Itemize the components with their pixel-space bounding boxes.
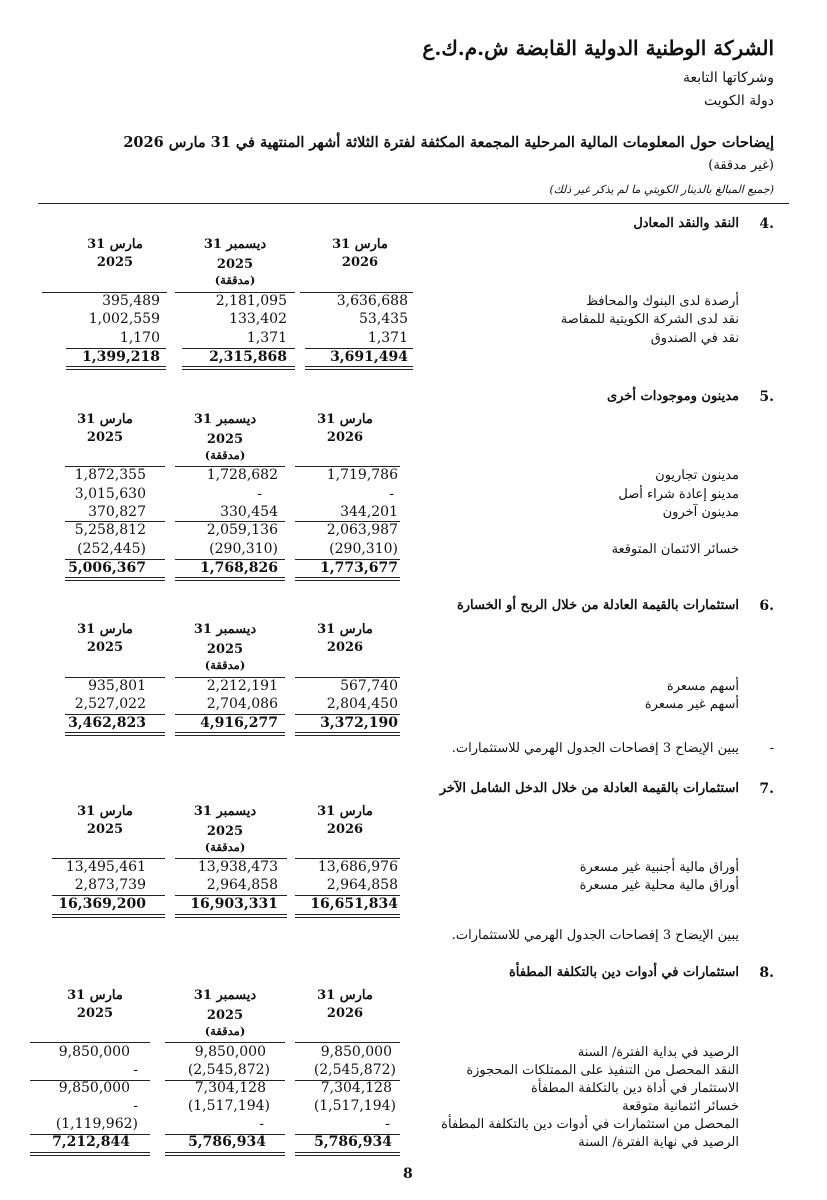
currency-note: (جميع المبالغ بالدينار الكويتي ما لم يذكر غير ذلك) [549,183,774,196]
cell-value: 1,719,786 [326,467,398,483]
header-rule [38,203,789,204]
cell-value: 3,015,630 [74,486,146,502]
column-header-line: 31 ديسمبر [193,988,257,1003]
cell-value: (1,517,194) [187,1098,270,1114]
cell-value: - [385,1116,390,1132]
cell-value: 133,402 [229,311,287,327]
hierarchy-note: يبين الإيضاح 3 إفصاحات الجدول الهرمي للاستثمارات. [451,928,739,943]
cell-value: 5,258,812 [74,522,146,538]
cell-value: (1,517,194) [313,1098,396,1114]
total-double-line [175,577,285,581]
audited-label: (مدققة) [204,448,246,462]
cell-value: 330,454 [220,504,278,520]
column-header-dec-2025 [165,411,285,462]
cell-value: (1,119,962) [55,1116,138,1132]
cell-value: 2,527,022 [74,696,146,712]
cell-value: (252,445) [77,541,146,557]
column-header-mar-2026 [285,621,405,657]
column-header-mar-2025 [45,621,165,657]
cell-value: 53,435 [359,311,408,327]
total-double-line [65,732,165,736]
total-double-line [165,1152,285,1156]
unaudited-label: (غير مدققة) [708,158,774,173]
total-value: 3,372,190 [320,715,398,731]
cell-value: 9,850,000 [58,1044,130,1060]
total-value: 5,786,934 [188,1134,266,1150]
column-header-line: 2025 [86,822,124,837]
row-label: النقد المحصل من التنفيذ على الممتلكات المحجوزة [466,1063,739,1078]
column-header-line: 31 مارس [317,804,373,819]
section-title: استثمارات بالقيمة العادلة من خلال الربح أو الخسارة [456,598,739,613]
company-name: الشركة الوطنية الدولية القابضة ش.م.ك.ع [422,36,774,60]
section-title: استثمارات بالقيمة العادلة من خلال الدخل الشامل الآخر [439,781,739,796]
column-header-mar-2026 [285,987,405,1023]
column-header-mar-2025 [45,803,165,839]
column-header-line: 31 ديسمبر [193,412,257,427]
cell-value: 2,212,191 [206,678,278,694]
page-number: 8 [403,1166,413,1182]
total-double-line [295,577,400,581]
section-number: 5. [759,389,774,405]
total-double-line [305,366,413,370]
row-label: أسهم غير مسعرة [644,697,739,712]
total-double-line [65,577,165,581]
cell-value: 2,063,987 [326,522,398,538]
cell-value: 9,850,000 [320,1044,392,1060]
total-value: 7,212,844 [52,1134,130,1150]
total-double-line [295,1152,400,1156]
column-header-line: 31 مارس [317,622,373,637]
cell-value: 13,686,976 [317,859,398,875]
row-label: الرصيد في نهاية الفترة/ السنة [578,1135,739,1150]
cell-value: 1,371 [246,330,287,346]
total-double-line [52,914,165,918]
cell-value: 2,804,450 [326,696,398,712]
column-header-mar-2025 [45,411,165,447]
row-label: خسائر ائتمانية متوقعة [622,1099,739,1114]
column-header-mar-2025 [35,987,155,1023]
column-header-line: 2025 [86,430,124,445]
total-value: 16,903,331 [190,896,278,912]
row-label: مدينون آخرون [662,505,739,520]
cell-value: 13,938,473 [197,859,278,875]
cell-value: 935,801 [88,678,146,694]
total-value: 3,691,494 [330,349,408,365]
cell-value: 1,170 [119,330,160,346]
cell-value: 1,872,355 [74,467,146,483]
cell-value: 9,850,000 [58,1080,130,1096]
total-value: 2,315,868 [209,349,287,365]
row-label: نقد في الصندوق [650,331,739,346]
cell-value: (290,310) [329,541,398,557]
cell-value: - [259,1116,264,1132]
country-line: دولة الكويت [704,93,774,109]
header-underline [295,1042,400,1043]
cell-value: 7,304,128 [194,1080,266,1096]
cell-value: 370,827 [88,504,146,520]
section-number: 6. [759,598,774,614]
column-header-dec-2025 [165,621,285,672]
section-title: استثمارات في أدوات دين بالتكلفة المطفأة [508,965,739,980]
audited-label: (مدققة) [204,840,246,854]
column-header-line: 31 مارس [317,988,373,1003]
column-header-line: 31 مارس [87,237,143,252]
cell-value: 567,740 [340,678,398,694]
section-number: 7. [759,781,774,797]
total-double-line [175,914,287,918]
column-header-line: 2025 [76,1006,114,1021]
cell-value: 344,201 [340,504,398,520]
total-value: 4,916,277 [200,715,278,731]
cell-value: 1,002,559 [88,311,160,327]
column-header-line: 31 مارس [77,804,133,819]
hierarchy-note: يبين الإيضاح 3 إفصاحات الجدول الهرمي للاستثمارات. [451,741,739,756]
cell-value: 2,873,739 [74,877,146,893]
column-header-line: 2025 [86,640,124,655]
column-header-line: 31 مارس [317,412,373,427]
total-double-line [295,914,400,918]
audited-label: (مدققة) [204,658,246,672]
column-header-line: 31 مارس [77,622,133,637]
column-header-line: 2025 [206,432,244,447]
row-label: أوراق مالية محلية غير مسعرة [579,878,739,893]
audited-label: (مدققة) [204,1024,246,1038]
cell-value: (2,545,872) [313,1062,396,1078]
cell-value: 7,304,128 [320,1080,392,1096]
cell-value: 1,728,682 [206,467,278,483]
section-number: 8. [759,965,774,981]
cell-value: - [257,486,262,502]
row-label: مدينو إعادة شراء أصل [618,487,739,502]
column-header-mar-2026 [285,411,405,447]
total-value: 5,006,367 [68,560,146,576]
column-header-mar-2025 [55,236,175,272]
total-double-line [175,732,285,736]
column-header-line: 2026 [326,430,364,445]
column-header-line: 2025 [216,257,254,272]
cell-value: - [133,1098,138,1114]
total-double-line [295,732,400,736]
column-header-line: 31 مارس [77,412,133,427]
header-underline [30,1042,150,1043]
section-title: مدينون وموجودات أخرى [607,389,739,404]
row-label: المحصل من استثمارات في أدوات دين بالتكلفة المطفأة [441,1117,739,1132]
cell-value: - [389,486,394,502]
total-value: 1,399,218 [82,349,160,365]
column-header-line: 2026 [326,822,364,837]
cell-value: 1,371 [367,330,408,346]
column-header-dec-2025 [165,803,285,854]
total-double-line [182,366,295,370]
total-double-line [30,1152,150,1156]
cell-value: 2,964,858 [206,877,278,893]
total-double-line [66,366,166,370]
section-number: 4. [759,216,774,232]
total-value: 1,768,826 [200,560,278,576]
column-header-line: 2026 [341,255,379,270]
total-value: 3,462,823 [68,715,146,731]
cell-value: 2,964,858 [326,877,398,893]
cell-value: 9,850,000 [194,1044,266,1060]
column-header-line: 2025 [206,824,244,839]
cell-value: 2,059,136 [206,522,278,538]
cell-value: 395,489 [102,293,160,309]
cell-value: 3,636,688 [336,293,408,309]
column-header-line: 31 مارس [67,988,123,1003]
column-header-line: 2026 [326,1006,364,1021]
cell-value: 2,704,086 [206,696,278,712]
row-label: الرصيد في بداية الفترة/ السنة [577,1045,739,1060]
total-value: 5,786,934 [314,1134,392,1150]
note-bullet: - [769,741,774,756]
row-label: خسائر الائتمان المتوقعة [611,542,739,557]
row-label: مدينون تجاريون [655,468,739,483]
cell-value: 2,181,095 [215,293,287,309]
row-label: أسهم مسعرة [666,679,739,694]
cell-value: (2,545,872) [187,1062,270,1078]
column-header-dec-2025 [175,236,295,287]
total-value: 1,773,677 [320,560,398,576]
cell-value: - [133,1062,138,1078]
cell-value: (290,310) [209,541,278,557]
row-label: أوراق مالية أجنبية غير مسعرة [579,860,739,875]
column-header-line: 2026 [326,640,364,655]
column-header-line: 31 ديسمبر [193,804,257,819]
header-underline [165,1042,285,1043]
row-label: أرصدة لدى البنوك والمحافظ [585,294,739,309]
column-header-line: 31 مارس [332,237,388,252]
total-value: 16,651,834 [310,896,398,912]
audited-label: (مدققة) [214,273,256,287]
row-label: نقد لدى الشركة الكويتية للمقاصة [560,312,739,327]
column-header-mar-2026 [300,236,420,272]
row-label: الاستثمار في أداة دين بالتكلفة المطفأة [531,1081,739,1096]
column-header-line: 31 ديسمبر [203,237,267,252]
section-title: النقد والنقد المعادل [633,216,739,231]
subsidiaries-line: وشركاتها التابعة [682,70,774,86]
column-header-line: 31 ديسمبر [193,622,257,637]
column-header-line: 2025 [96,255,134,270]
column-header-dec-2025 [165,987,285,1038]
column-header-line: 2025 [206,1008,244,1023]
total-value: 16,369,200 [58,896,146,912]
column-header-line: 2025 [206,642,244,657]
page-title: إيضاحات حول المعلومات المالية المرحلية المجمعة المكثفة لفترة الثلاثة أشهر المنتهية في 31 مارس 2026 [123,134,774,151]
cell-value: 13,495,461 [65,859,146,875]
column-header-mar-2026 [285,803,405,839]
